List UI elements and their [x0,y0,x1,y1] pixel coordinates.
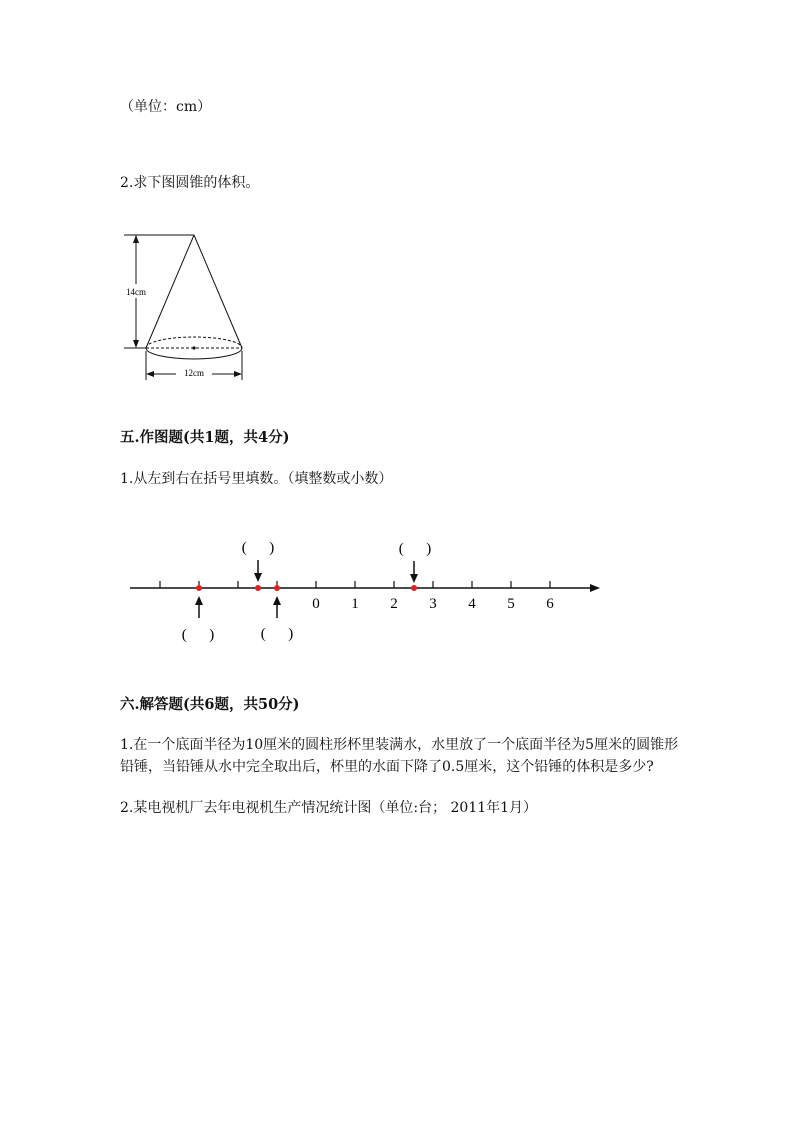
unit-note: （单位：cm） [120,99,212,115]
tick-label-2: 2 [390,596,398,612]
cone-height-label: 14cm [126,287,146,297]
section6-heading: 六.解答题(共6题，共50分) [120,696,300,713]
point-b [255,585,261,591]
blank-top-left: ( ) [241,540,275,556]
blank-top-right: ( ) [398,541,432,557]
question-tv-chart: 2.某电视机厂去年电视机生产情况统计图（单位:台； 2011年1月） [120,800,538,816]
cone-figure [118,224,258,384]
point-c [274,585,280,591]
tick-label-5: 5 [507,596,515,612]
tick-label-4: 4 [468,596,476,612]
number-line-figure [120,530,610,650]
tick-label-0: 0 [312,596,320,612]
question-cone-volume: 2.求下图圆锥的体积。 [120,175,260,191]
tick-label-6: 6 [546,596,554,612]
number-line-arrowhead [590,584,600,592]
section5-heading: 五.作图题(共1题，共4分) [120,429,290,446]
question-cone-weight: 1.在一个底面半径为10厘米的圆柱形杯里装满水，水里放了一个底面半径为5厘米的圆锥形铅锤，当铅锤从水中完全取出后，杯里的水面下降了0.5厘米，这个铅锤的体积是多少? [120,737,679,775]
blank-bottom-left: ( ) [181,627,215,643]
point-d [411,585,417,591]
cone-diameter-label: 12cm [184,368,204,378]
tick-label-3: 3 [429,596,437,612]
question-number-line: 1.从左到右在括号里填数。（填整数或小数） [120,471,393,487]
blank-bottom-right: ( ) [260,626,294,642]
tick-label-1: 1 [351,596,359,612]
point-a [196,585,202,591]
